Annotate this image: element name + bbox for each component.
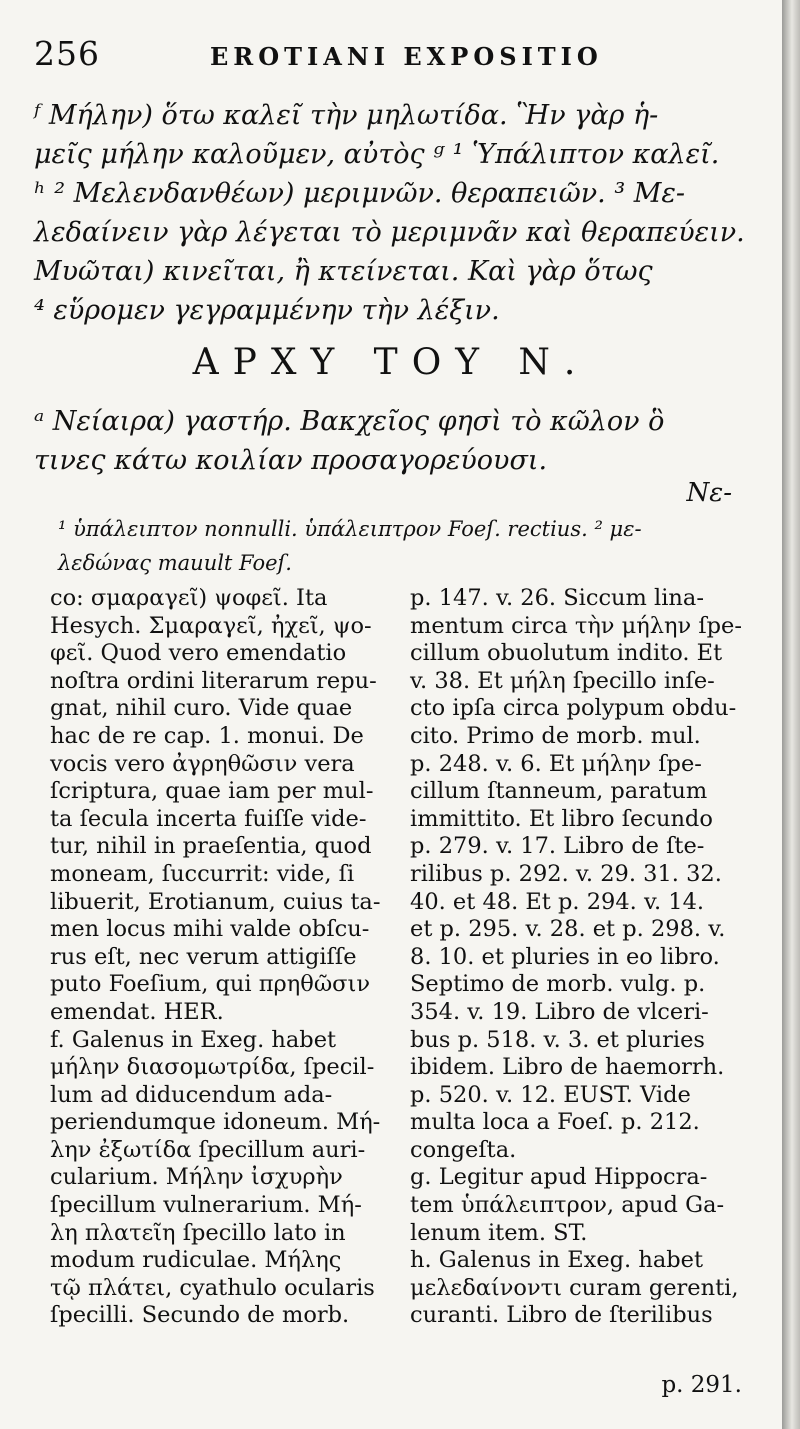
note-line: ¹ ὑπάλειπτον nonnulli. ὑπάλειπτρον Foeſ. rectius. ² με- bbox=[58, 517, 642, 541]
column-line: emendat. HER. bbox=[50, 998, 224, 1025]
column-line: curanti. Libro de ſterilibus bbox=[410, 1302, 713, 1329]
column-line: tem ὑπάλειπτρον, apud Ga- bbox=[410, 1192, 725, 1219]
column-line: τῷ πλάτει, cyathulo ocularis bbox=[50, 1274, 375, 1301]
left-column bbox=[50, 585, 392, 1330]
column-line: lum ad diducendum ada- bbox=[50, 1081, 333, 1108]
text-line: μεῖς μήλην καλοῦμεν, αὐτὸς ᵍ ¹ Ὑπάλιπτον καλεῖ. bbox=[34, 139, 720, 170]
column-line: p. 279. v. 17. Libro de ſte- bbox=[410, 833, 705, 860]
column-line: p. 248. v. 6. Et μήλην ſpe- bbox=[410, 750, 702, 777]
next-page-edge bbox=[782, 0, 800, 1429]
column-line: tur, nihil in praeſentia, quod bbox=[50, 833, 372, 860]
column-line: v. 38. Et μήλη ſpecillo inſe- bbox=[410, 667, 715, 694]
text-line: τινες κάτω κοιλίαν προσαγορεύουσι. bbox=[34, 445, 548, 476]
text-line: λεδαίνειν γὰρ λέγεται τὸ μεριμνᾶν καὶ θεραπεύειν. bbox=[34, 217, 745, 248]
right-column bbox=[410, 585, 740, 1330]
column-line: φεῖ. Quod vero emendatio bbox=[50, 640, 347, 667]
column-line: ſpecillum vulnerarium. Μή- bbox=[50, 1192, 362, 1219]
column-line: 354. v. 19. Libro de vlceri- bbox=[410, 998, 709, 1025]
column-line: cularium. Μήλην ἰσχυρὴν bbox=[50, 1164, 343, 1191]
column-line: cto ipſa circa polypum obdu- bbox=[410, 695, 737, 722]
foot-catchword: p. 291. bbox=[661, 1372, 742, 1398]
page-number: 256 bbox=[34, 34, 100, 73]
column-line: 8. 10. et pluries in eo libro. bbox=[410, 943, 720, 970]
text-line: Μυῶται) κινεῖται, ἢ κτείνεται. Καὶ γὰρ ὅτως bbox=[34, 256, 653, 287]
column-line: noſtra ordini literarum repu- bbox=[50, 667, 377, 694]
column-line: p. 147. v. 26. Siccum lina- bbox=[410, 585, 704, 611]
column-line: ſcriptura, quae iam per mul- bbox=[50, 778, 374, 805]
column-line: ibidem. Libro de haemorrh. bbox=[410, 1054, 725, 1081]
catchword: Νε- bbox=[686, 478, 732, 508]
column-line: ſpecilli. Secundo de morb. bbox=[50, 1302, 350, 1329]
column-line: h. Galenus in Exeg. habet bbox=[410, 1247, 704, 1274]
column-line: Hesych. Σμαραγεῖ, ἠχεῖ, ψο- bbox=[50, 612, 372, 639]
column-line: periendumque idoneum. Μή- bbox=[50, 1109, 381, 1136]
column-line: multa loca a Foeſ. p. 212. bbox=[410, 1109, 700, 1136]
column-line: gnat, nihil curo. Vide quae bbox=[50, 695, 353, 722]
text-line: ʰ ² Μελενδανθέων) μεριμνῶν. θεραπειῶν. ³ Με- bbox=[34, 178, 685, 209]
column-line: f. Galenus in Exeg. habet bbox=[50, 1026, 337, 1053]
note-line: λεδώνας mauult Foeſ. bbox=[58, 551, 292, 575]
column-line: lenum item. ST. bbox=[410, 1219, 588, 1246]
column-line: ta ſecula incerta fuiſſe vide- bbox=[50, 805, 367, 832]
section-title: ΑΡΧΥ ΤΟΥ Ν. bbox=[192, 342, 590, 383]
column-line: puto Foeſium, qui πρηθῶσιν bbox=[50, 971, 371, 998]
column-line: et p. 295. v. 28. et p. 298. v. bbox=[410, 916, 726, 943]
text-line: ⁴ εὕρομεν γεγραμμένην τὴν λέξιν. bbox=[34, 295, 500, 326]
section-text bbox=[34, 402, 770, 480]
column-line: congeſta. bbox=[410, 1136, 517, 1163]
column-line: cillum obuolutum indito. Et bbox=[410, 640, 723, 667]
column-line: λην ἐξωτίδα ſpecillum auri- bbox=[50, 1136, 366, 1163]
column-line: hac de re cap. 1. monui. De bbox=[50, 722, 364, 749]
column-line: rus eſt, nec verum attigiſſe bbox=[50, 943, 357, 970]
column-line: cito. Primo de morb. mul. bbox=[410, 722, 701, 749]
column-line: μελεδαίνοντι curam gerenti, bbox=[410, 1274, 739, 1301]
column-line: mentum circa τὴν μήλην ſpe- bbox=[410, 612, 742, 639]
column-line: Septimo de morb. vulg. p. bbox=[410, 971, 706, 998]
column-line: libuerit, Erotianum, cuius ta- bbox=[50, 888, 381, 915]
column-line: modum rudiculae. Μήλης bbox=[50, 1247, 342, 1274]
column-line: bus p. 518. v. 3. et pluries bbox=[410, 1026, 705, 1053]
column-line: vocis vero ἀγρηθῶσιν vera bbox=[50, 750, 355, 777]
column-line: co: σμαραγεῖ) ψοφεῖ. Ita bbox=[50, 585, 328, 611]
column-line: rilibus p. 292. v. 29. 31. 32. bbox=[410, 860, 722, 887]
column-line: p. 520. v. 12. EUST. Vide bbox=[410, 1081, 691, 1108]
text-line: ᵃ Νείαιρα) γαστήρ. Βακχεῖος φησὶ τὸ κῶλον ὃ bbox=[34, 406, 665, 437]
column-line: moneam, ſuccurrit: vide, ſi bbox=[50, 860, 355, 887]
column-line: λη πλατεῖη ſpecillo lato in bbox=[50, 1219, 346, 1246]
column-line: cillum ſtanneum, paratum bbox=[410, 778, 708, 805]
page-header bbox=[34, 34, 774, 74]
running-head: EROTIANI EXPOSITIO bbox=[210, 42, 603, 71]
text-line: ᶠ Μήλην) ὅτω καλεῖ τὴν μηλωτίδα. Ἣν γὰρ ἡ- bbox=[34, 100, 659, 131]
column-line: 40. et 48. Et p. 294. v. 14. bbox=[410, 888, 705, 915]
main-text bbox=[34, 96, 770, 330]
column-line: immittito. Et libro ſecundo bbox=[410, 805, 713, 832]
column-line: men locus mihi valde obſcu- bbox=[50, 916, 370, 943]
critical-notes bbox=[58, 512, 768, 580]
column-line: g. Legitur apud Hippocra- bbox=[410, 1164, 708, 1191]
column-line: μήλην διασομωτρίδα, ſpecil- bbox=[50, 1054, 375, 1081]
